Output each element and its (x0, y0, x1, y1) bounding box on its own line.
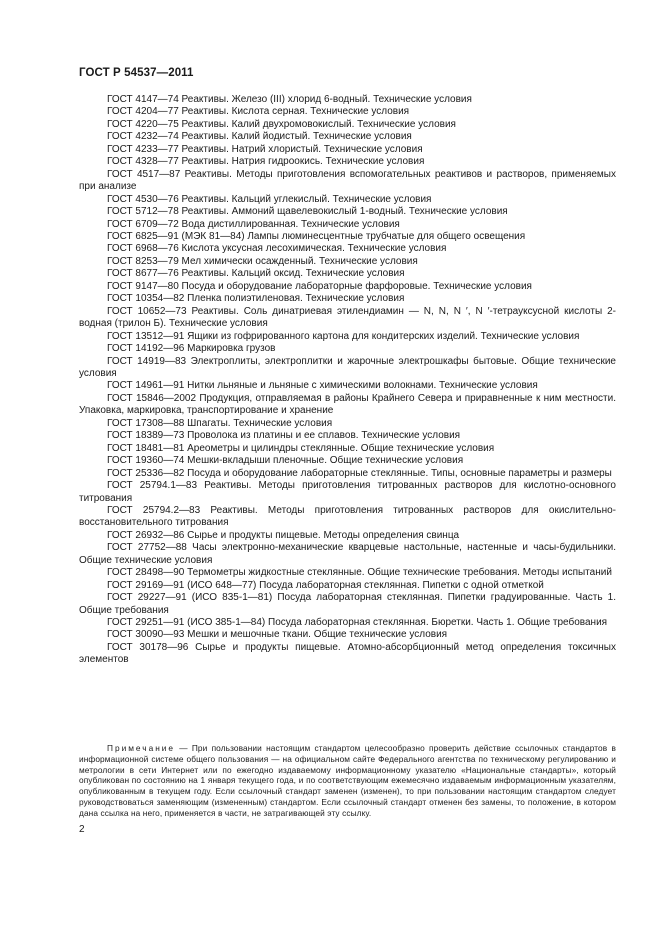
reference-item: ГОСТ 14192—96 Маркировка грузов (107, 343, 276, 355)
reference-item: ГОСТ 30090—93 Мешки и мешочные ткани. Общие технические условия (107, 629, 448, 641)
note-text: — При пользовании настоящим стандартом целесообразно проверить действие ссылочных стандартов в информационной системе общего пользования — на официальном сайте Федерального агентства по техническому регулированию и метрологии в сети Интернет или по ежегодно издаваемому информационному указателю «Национальные стандарты», который опубликован по состоянию на 1 января текущего года, и по соответствующим ежемесячно издаваемым информационным указателям, опубликованным в текущем году. Если ссылочный стандарт заменен (изменен), то при пользовании настоящим стандартом следует руководствоваться заменяющим (измененным) стандартом. Если ссылочный стандарт отменен без замены, то положение, в котором дана ссылка на него, применяется в части, не затрагивающей эту ссылку. (79, 743, 616, 818)
reference-item: ГОСТ 10354—82 Пленка полиэтиленовая. Технические условия (107, 293, 405, 305)
reference-item: ГОСТ 10652—73 Реактивы. Соль динатриевая этилендиамин — N, N, N ′, N ′-тетрауксусной кислоты 2-водная (трилон Б). Технические условия (79, 305, 616, 330)
document-header: ГОСТ Р 54537—2011 (79, 67, 194, 79)
reference-item: ГОСТ 6968—76 Кислота уксусная лесохимическая. Технические условия (107, 243, 447, 255)
reference-item: ГОСТ 30178—96 Сырье и продукты пищевые. Атомно-абсорбционный метод определения токсичных элементов (79, 641, 616, 666)
reference-item: ГОСТ 25336—82 Посуда и оборудование лабораторные стеклянные. Типы, основные параметры и размеры (107, 467, 612, 479)
note-label: Примечание (107, 743, 176, 753)
reference-item: ГОСТ 29169—91 (ИСО 648—77) Посуда лабораторная стеклянная. Пипетки с одной отметкой (107, 579, 544, 591)
reference-item: ГОСТ 8253—79 Мел химически осажденный. Технические условия (107, 255, 418, 267)
reference-item: ГОСТ 25794.1—83 Реактивы. Методы приготовления титрованных растворов для кислотно-основного титрования (79, 480, 616, 504)
reference-item: ГОСТ 19360—74 Мешки-вкладыши пленочные. Общие технические условия (107, 455, 464, 467)
reference-item: ГОСТ 4204—77 Реактивы. Кислота серная. Технические условия (107, 106, 410, 118)
reference-item: ГОСТ 4530—76 Реактивы. Кальций углекислый. Технические условия (107, 193, 432, 205)
reference-item: ГОСТ 18389—73 Проволока из платины и ее сплавов. Технические условия (107, 430, 461, 442)
reference-item: ГОСТ 6709—72 Вода дистиллированная. Технические условия (107, 218, 400, 230)
reference-item: ГОСТ 5712—78 Реактивы. Аммоний щавелевокислый 1-водный. Технические условия (107, 206, 508, 218)
reference-item: ГОСТ 14919—83 Электроплиты, электроплитки и жарочные электрошкафы бытовые. Общие технические условия (79, 355, 616, 379)
reference-item: ГОСТ 8677—76 Реактивы. Кальций оксид. Технические условия (107, 268, 405, 280)
reference-item: ГОСТ 29227—91 (ИСО 835-1—81) Посуда лабораторная стеклянная. Пипетки градуированные. Часть 1. Общие требования (79, 592, 616, 616)
reference-item: ГОСТ 26932—86 Сырье и продукты пищевые. Методы определения свинца (107, 529, 460, 541)
reference-item: ГОСТ 4220—75 Реактивы. Калий двухромовокислый. Технические условия (107, 118, 456, 130)
reference-item: ГОСТ 25794.2—83 Реактивы. Методы приготовления титрованных растворов для окислительно-восстановительного титрования (79, 504, 616, 529)
reference-item: ГОСТ 18481—81 Ареометры и цилиндры стеклянные. Общие технические условия (107, 442, 495, 454)
reference-item: ГОСТ 28498—90 Термометры жидкостные стеклянные. Общие технические требования. Методы испытаний (107, 567, 612, 579)
reference-item: ГОСТ 4328—77 Реактивы. Натрия гидроокись. Технические условия (107, 156, 425, 168)
reference-item: ГОСТ 4517—87 Реактивы. Методы приготовления вспомогательных реактивов и растворов, применяемых при анализе (79, 168, 616, 193)
reference-item: ГОСТ 9147—80 Посуда и оборудование лабораторные фарфоровые. Технические условия (107, 280, 532, 292)
reference-item: ГОСТ 4147—74 Реактивы. Железо (III) хлорид 6-водный. Технические условия (107, 94, 472, 105)
reference-item: ГОСТ 13512—91 Ящики из гофрированного картона для кондитерских изделий. Технические условия (107, 330, 580, 342)
reference-item: ГОСТ 29251—91 (ИСО 385-1—84) Посуда лабораторная стеклянная. Бюретки. Часть 1. Общие требования (107, 617, 608, 629)
reference-item: ГОСТ 14961—91 Нитки льняные и льняные с химическими волокнами. Технические условия (107, 380, 538, 392)
reference-item: ГОСТ 6825—91 (МЭК 81—84) Лампы люминесцентные трубчатые для общего освещения (107, 230, 526, 242)
normative-references-list (79, 94, 616, 667)
reference-item: ГОСТ 4232—74 Реактивы. Калий йодистый. Технические условия (107, 131, 412, 143)
reference-item: ГОСТ 4233—77 Реактивы. Натрий хлористый. Технические условия (107, 143, 423, 155)
note-paragraph (79, 743, 616, 818)
reference-item: ГОСТ 27752—88 Часы электронно-механические кварцевые настольные, настенные и часы-будильники. Общие технические условия (79, 542, 616, 566)
page-number: 2 (79, 824, 85, 835)
reference-item: ГОСТ 17308—88 Шпагаты. Технические условия (107, 417, 333, 429)
reference-item: ГОСТ 15846—2002 Продукция, отправляемая в районы Крайнего Севера и приравненные к ним местности. Упаковка, маркировка, транспортирование и хранение (79, 392, 616, 417)
